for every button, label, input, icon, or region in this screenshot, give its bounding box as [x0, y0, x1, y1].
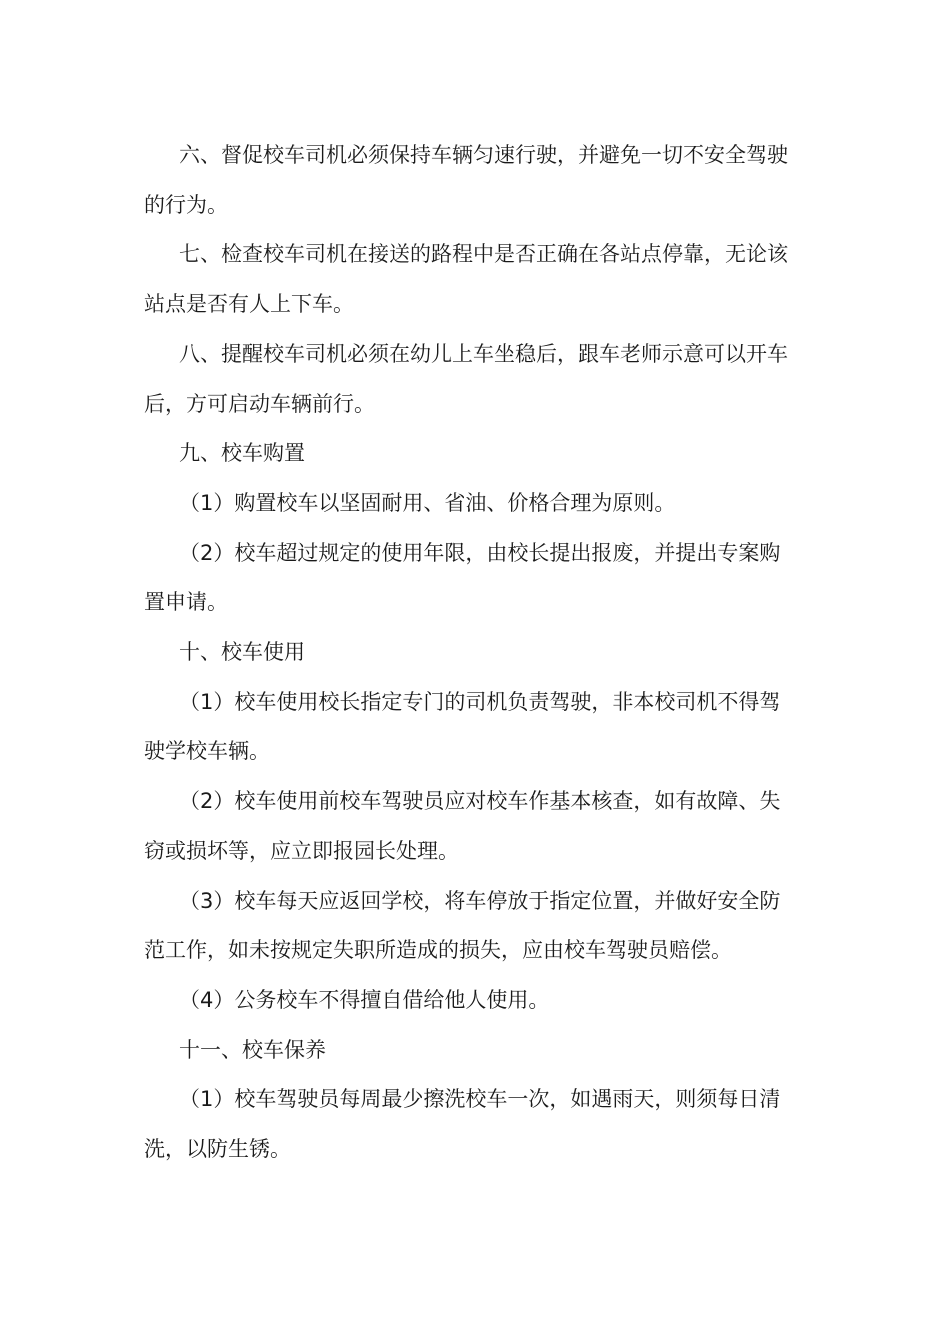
- section-heading-11: 十一、校车保养: [179, 1037, 326, 1062]
- paragraph-10-3: （3）校车每天应返回学校，将车停放于指定位置，并做好安全防 范工作，如未按规定失职所造成的损失，应由校车驾驶员赔偿。: [144, 888, 781, 963]
- paragraph-10-1: （1）校车使用校长指定专门的司机负责驾驶，非本校司机不得驾 驶学校车辆。: [144, 689, 781, 764]
- paragraph-item-6: 六、督促校车司机必须保持车辆匀速行驶，并避免一切不安全驾驶 的行为。: [144, 143, 788, 217]
- paragraph-10-4: （4）公务校车不得擅自借给他人使用。: [179, 987, 550, 1012]
- paragraph-10-2: （2）校车使用前校车驾驶员应对校车作基本核查，如有故障、失 窃或损坏等，应立即报园长处理。: [144, 789, 781, 863]
- paragraph-11-1: （1）校车驾驶员每周最少擦洗校车一次，如遇雨天，则须每日清 洗，以防生锈。: [144, 1087, 781, 1162]
- paragraph-item-7: 七、检查校车司机在接送的路程中是否正确在各站点停靠，无论该 站点是否有人上下车。: [144, 242, 788, 317]
- section-heading-10: 十、校车使用: [179, 640, 305, 665]
- document-body: [144, 131, 809, 1175]
- paragraph-9-1: （1）购置校车以坚固耐用、省油、价格合理为原则。: [179, 490, 676, 515]
- paragraph-9-2: （2）校车超过规定的使用年限，由校长提出报废，并提出专案购 置申请。: [144, 540, 781, 615]
- section-heading-9: 九、校车购置: [179, 441, 305, 466]
- paragraph-item-8: 八、提醒校车司机必须在幼儿上车坐稳后，跟车老师示意可以开车 后，方可启动车辆前行。: [144, 341, 788, 416]
